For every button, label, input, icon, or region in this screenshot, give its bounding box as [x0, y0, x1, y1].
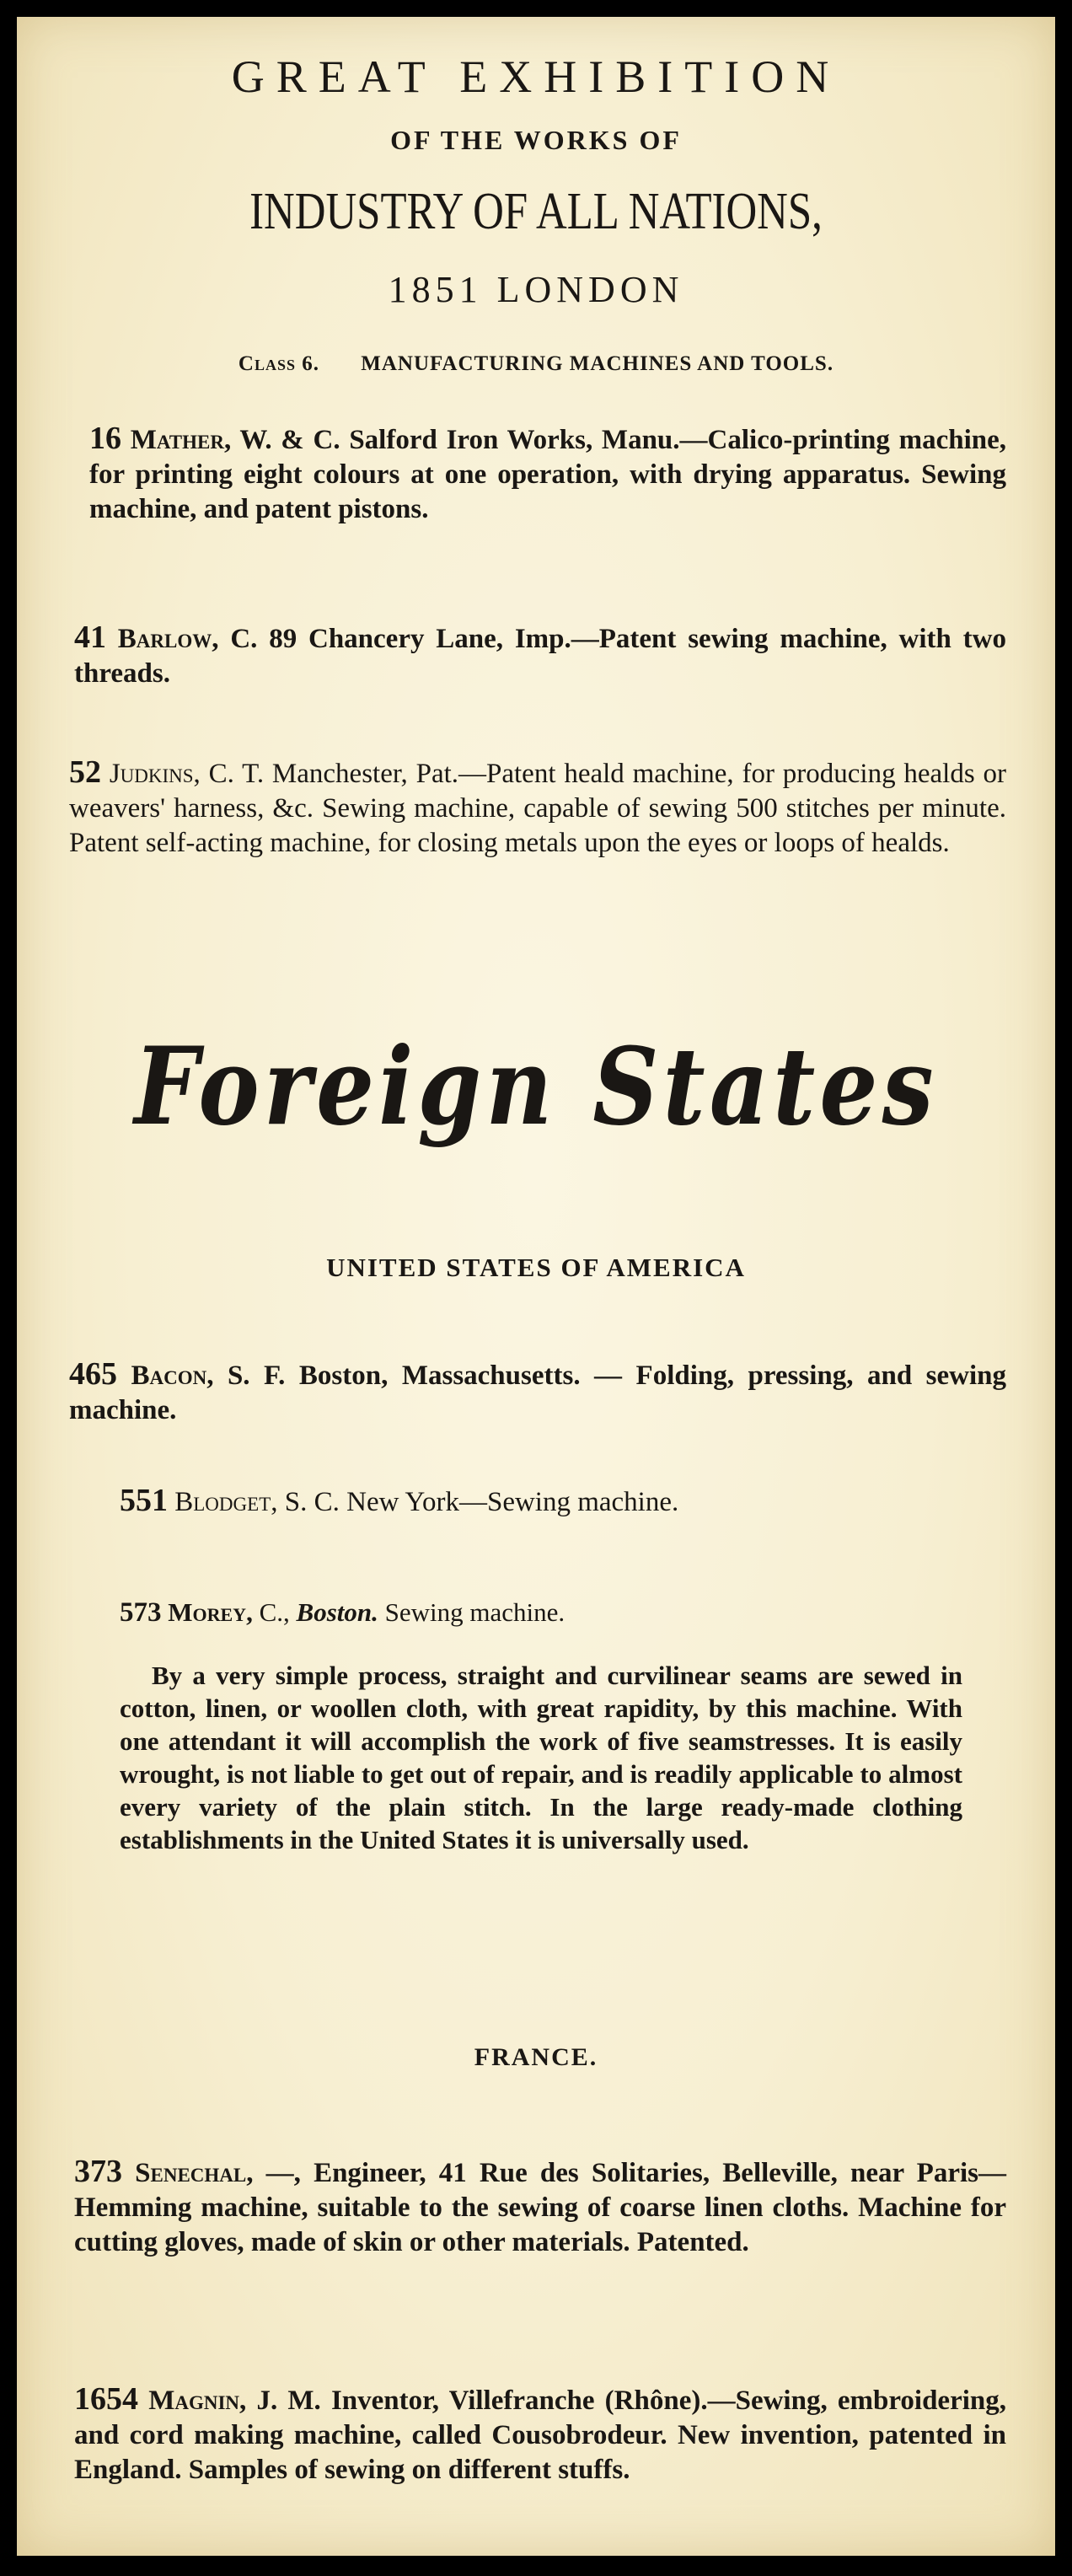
entry-name: Morey,: [168, 1597, 253, 1627]
entry-text: J. M. Inventor, Villefranche (Rhône).—Sewing, embroidering, and cord making machine, called Cousobrodeur. New invention, patented in England. Samples of sewing on different stuffs.: [74, 2385, 1006, 2485]
entry-name: Senechal,: [135, 2158, 254, 2188]
entry-number: 41: [74, 620, 106, 655]
usa-heading: UNITED STATES OF AMERICA: [326, 1253, 746, 1282]
title-works-of: OF THE WORKS OF: [390, 125, 682, 155]
entry-number: 373: [74, 2154, 122, 2189]
entry-465: [69, 1357, 1006, 1428]
morey-description: By a very simple process, straight and curvilinear seams are sewed in cotton, linen, or woollen cloth, with great rapidity, by this machine. With one attendant it will accomplish the work of five seamstresses. It is easily wrought, is not liable to get out of repair, and is readily applicable to almost every variety of the plain stitch. In the large ready-made clothing establishments in the United States it is universally used.: [120, 1661, 962, 1854]
entry-name: Blodget,: [174, 1487, 278, 1517]
entry-number: 465: [69, 1356, 117, 1392]
entry-text: W. & C. Salford Iron Works, Manu.—Calico-printing machine, for printing eight colours at one operation, with drying apparatus. Sewing machine, and patent pistons.: [89, 425, 1007, 524]
entry-number: 551: [120, 1483, 168, 1518]
entry-52: [69, 755, 1006, 861]
entry-number: 16: [89, 421, 121, 456]
title-year-city: 1851 LONDON: [388, 269, 684, 310]
entry-text: S. F. Boston, Massachusetts. — Folding, pressing, and sewing machine.: [69, 1360, 1006, 1425]
entry-1654: [74, 2382, 1006, 2487]
title-great-exhibition: GREAT EXHIBITION: [231, 51, 841, 102]
entry-name: Barlow,: [117, 624, 219, 654]
class-line: [17, 352, 1055, 376]
france-heading: FRANCE.: [474, 2043, 598, 2071]
entry-text: Sewing machine.: [384, 1597, 565, 1627]
entry-text: S. C. New York—Sewing machine.: [284, 1487, 679, 1517]
entry-place: Boston.: [296, 1597, 378, 1627]
entry-name: Bacon,: [131, 1360, 214, 1391]
class-title: MANUFACTURING MACHINES AND TOOLS.: [361, 352, 834, 375]
document-page: [17, 17, 1055, 2556]
entry-text: C. 89 Chancery Lane, Imp.—Patent sewing machine, with two threads.: [74, 624, 1006, 689]
entry-number: 52: [69, 754, 101, 790]
entry-16: [89, 421, 1006, 527]
entry-373: [74, 2155, 1006, 2260]
entry-name: Magnin,: [148, 2385, 247, 2416]
entry-551: [120, 1484, 1052, 1520]
entry-text-pre: C.,: [259, 1597, 290, 1627]
class-number: Class 6.: [238, 352, 319, 375]
entry-name: Judkins,: [109, 759, 201, 789]
entry-name: Mather,: [130, 425, 232, 455]
entry-41: [74, 620, 1006, 691]
entry-number: 1654: [74, 2381, 138, 2417]
foreign-states-heading: Foreign States: [134, 1024, 938, 1149]
entry-text: C. T. Manchester, Pat.—Patent heald machine, for producing healds or weavers' harness, &c. Sewing machine, capable of sewing 500 stitches per minute. Patent self-acting machine, for closing metals upon the eyes or loops of healds.: [69, 759, 1007, 858]
entry-573: [120, 1595, 1052, 1630]
title-industry: INDUSTRY OF ALL NATIONS,: [249, 183, 823, 240]
entry-text: —, Engineer, 41 Rue des Solitaries, Belleville, near Paris—Hemming machine, suitable to the sewing of coarse linen cloths. Machine for cutting gloves, made of skin or other materials. Patented.: [74, 2158, 1006, 2257]
entry-number: 573: [120, 1597, 162, 1628]
